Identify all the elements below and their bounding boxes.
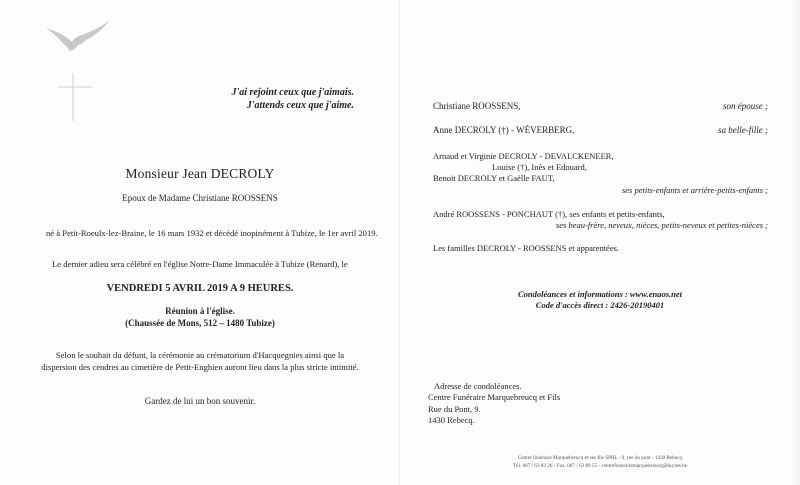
family-member-relation: son épouse ; bbox=[723, 101, 768, 111]
remember-line: Gardez de lui un bon souvenir. bbox=[144, 396, 256, 406]
birth-death-line: né à Petit-Roeulx-lez-Braine, le 16 mars 1932 et décédé inopinément à Tubize, le 1er avril 2019. bbox=[46, 228, 378, 238]
condolences-line: Condoléances et informations : www.enaos.net bbox=[517, 289, 683, 299]
roossens-line: André ROOSSENS - PONCHAUT (†), ses enfants et petits-enfants, bbox=[433, 209, 665, 219]
cross-icon bbox=[58, 73, 92, 121]
families-line: Les familles DECROLY - ROOSSENS et apparentées. bbox=[433, 243, 620, 253]
church-address: (Chaussée de Mons, 512 – 1480 Tubize) bbox=[125, 318, 275, 328]
meeting-line: Réunion à l'église. bbox=[165, 306, 235, 316]
footer-line-1: Centre funéraire Marquebreucq et ses fils SPRL - 9, rue du pont - 1430 Rebecq bbox=[517, 455, 683, 461]
dove-icon bbox=[44, 18, 112, 54]
family-member-name: Anne DECROLY (†) - WÉVERBERG, bbox=[433, 125, 575, 135]
address-line-1: Centre Funéraire Marquebreucq et Fils bbox=[428, 392, 561, 402]
roossens-relation: ses beau-frère, neveux, nièces, petits-neveux et petites-nièces ; bbox=[555, 220, 768, 230]
address-line-2: Rue du Pont, 9. bbox=[428, 404, 481, 414]
family-member-name: Christiane ROOSSENS, bbox=[433, 101, 521, 111]
wish-line-1: Selon le souhait du défunt, la cérémonie au crématorium d'Hacquegnies ainsi que la bbox=[55, 350, 345, 360]
fold-line bbox=[399, 0, 400, 485]
ceremony-date: VENDREDI 5 AVRIL 2019 A 9 HEURES. bbox=[106, 283, 294, 294]
access-code-line: Code d'accès direct : 2426-20190401 bbox=[535, 300, 665, 310]
quote-line-2: J'attends ceux que j'aime. bbox=[246, 100, 354, 111]
farewell-line: Le dernier adieu sera célébré en l'église Notre-Dame Immaculée à Tubize (Renard), le bbox=[52, 259, 348, 269]
footer-line-2: Tél. 067 / 63 83 26 - Fax. 067 / 63 89 55 - centrefunerairemarquebreucq@skynet.be bbox=[512, 463, 688, 469]
grandchildren-line-2: Louise (†), Inès et Edouard, bbox=[492, 162, 587, 172]
grandchildren-line-3: Benoit DECROLY et Gaëlle FAUT, bbox=[433, 173, 555, 183]
deceased-name: Monsieur Jean DECROLY bbox=[125, 166, 275, 181]
address-title: Adresse de condoléances. bbox=[434, 381, 522, 391]
page-edge-shadow bbox=[790, 0, 800, 485]
quote-line-1: J'ai rejoint ceux que j'aimais. bbox=[231, 87, 354, 98]
spouse-line: Epoux de Madame Christiane ROOSSENS bbox=[122, 193, 278, 203]
address-line-3: 1430 Rebecq. bbox=[428, 415, 475, 425]
grandchildren-line-1: Arnaud et Virginie DECROLY - DEVALCKENEER, bbox=[433, 151, 614, 161]
wish-line-2: dispersion des cendres au cimetière de Petit-Enghien auront lieu dans la plus stricte intimité. bbox=[41, 362, 359, 372]
grandchildren-relation: ses petits-enfants et arrière-petits-enfants ; bbox=[621, 185, 768, 195]
family-member-relation: sa belle-fille ; bbox=[718, 125, 768, 135]
